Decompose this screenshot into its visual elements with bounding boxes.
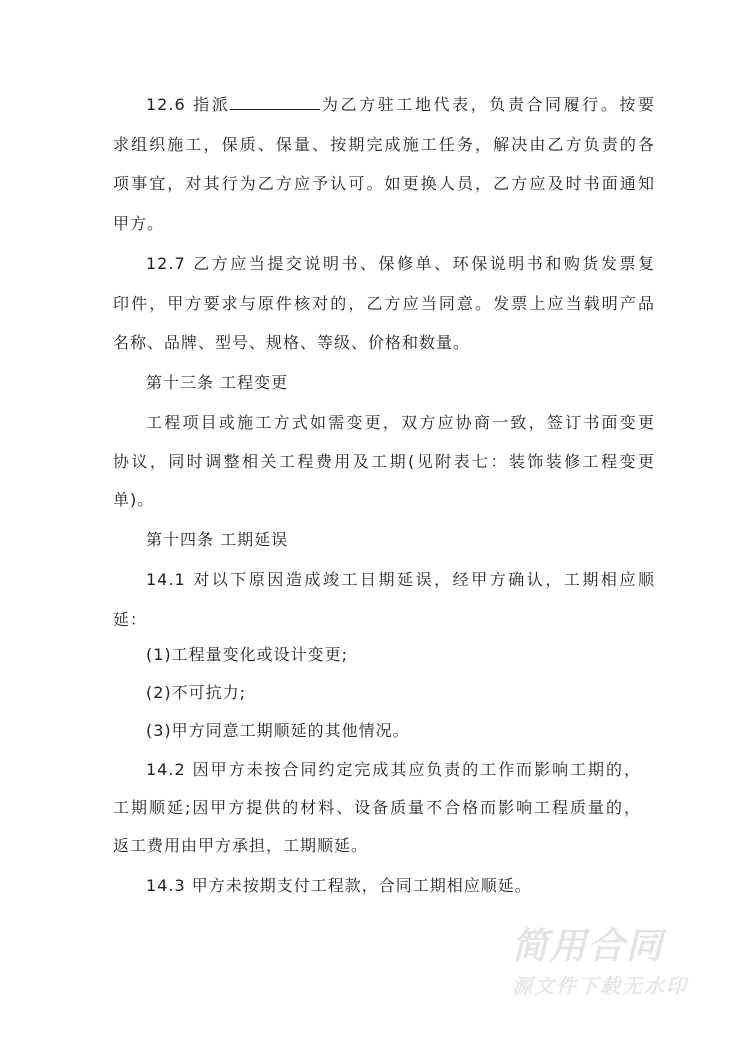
watermark-logo: 简用合同 xyxy=(512,926,665,967)
clause-12-7-line-3: 名称、品牌、型号、规格、等级、价格和数量。 xyxy=(113,333,471,352)
clause-14-2-line-3: 返工费用由甲方承担，工期顺延。 xyxy=(113,836,369,855)
clause-12-6-suffix: 为乙方驻工地代表，负责合同履行。按要 xyxy=(320,95,655,114)
article-13-line-3: 单)。 xyxy=(113,490,155,509)
clause-14-2-line-1: 14.2 因甲方未按合同约定完成其应负责的工作而影响工期的， xyxy=(146,760,641,779)
clause-12-6-line-4: 甲方。 xyxy=(113,214,165,233)
list-item: (3)甲方同意工期顺延的其他情况。 xyxy=(146,721,410,740)
clause-12-6-prefix: 12.6 指派 xyxy=(146,95,231,114)
watermark-subtitle: 源文件下载无水印 xyxy=(512,974,688,998)
article-13-heading: 第十三条 工程变更 xyxy=(146,373,289,392)
clause-14-1-line-2: 延： xyxy=(113,610,148,629)
list-item: (2)不可抗力; xyxy=(146,683,247,702)
article-13-line-1: 工程项目或施工方式如需变更，双方应协商一致，签订书面变更 xyxy=(146,413,655,432)
clause-12-7-line-1: 12.7 乙方应当提交说明书、保修单、环保说明书和购货发票复 xyxy=(146,254,655,273)
clause-14-2-line-2: 工期顺延;因甲方提供的材料、设备质量不合格而影响工程质量的， xyxy=(113,798,641,817)
clause-12-6-line-3: 项事宜，对其行为乙方应予认可。如更换人员，乙方应及时书面通知 xyxy=(113,174,655,193)
clause-12-6-line-2: 求组织施工，保质、保量、按期完成施工任务，解决由乙方负责的各 xyxy=(113,135,655,154)
clause-12-7-line-2: 印件，甲方要求与原件核对的，乙方应当同意。发票上应当载明产品 xyxy=(113,294,655,313)
clause-12-6-line-1 xyxy=(146,95,655,115)
clause-14-1-line-1: 14.1 对以下原因造成竣工日期延误，经甲方确认，工期相应顺 xyxy=(146,570,655,589)
list-item: (1)工程量变化或设计变更; xyxy=(146,645,349,664)
article-13-line-2: 协议，同时调整相关工程费用及工期(见附表七：装饰装修工程变更 xyxy=(113,452,655,471)
blank-field xyxy=(230,95,320,110)
clause-14-3: 14.3 甲方未按期支付工程款，合同工期相应顺延。 xyxy=(146,876,532,895)
article-14-heading: 第十四条 工期延误 xyxy=(146,530,289,549)
